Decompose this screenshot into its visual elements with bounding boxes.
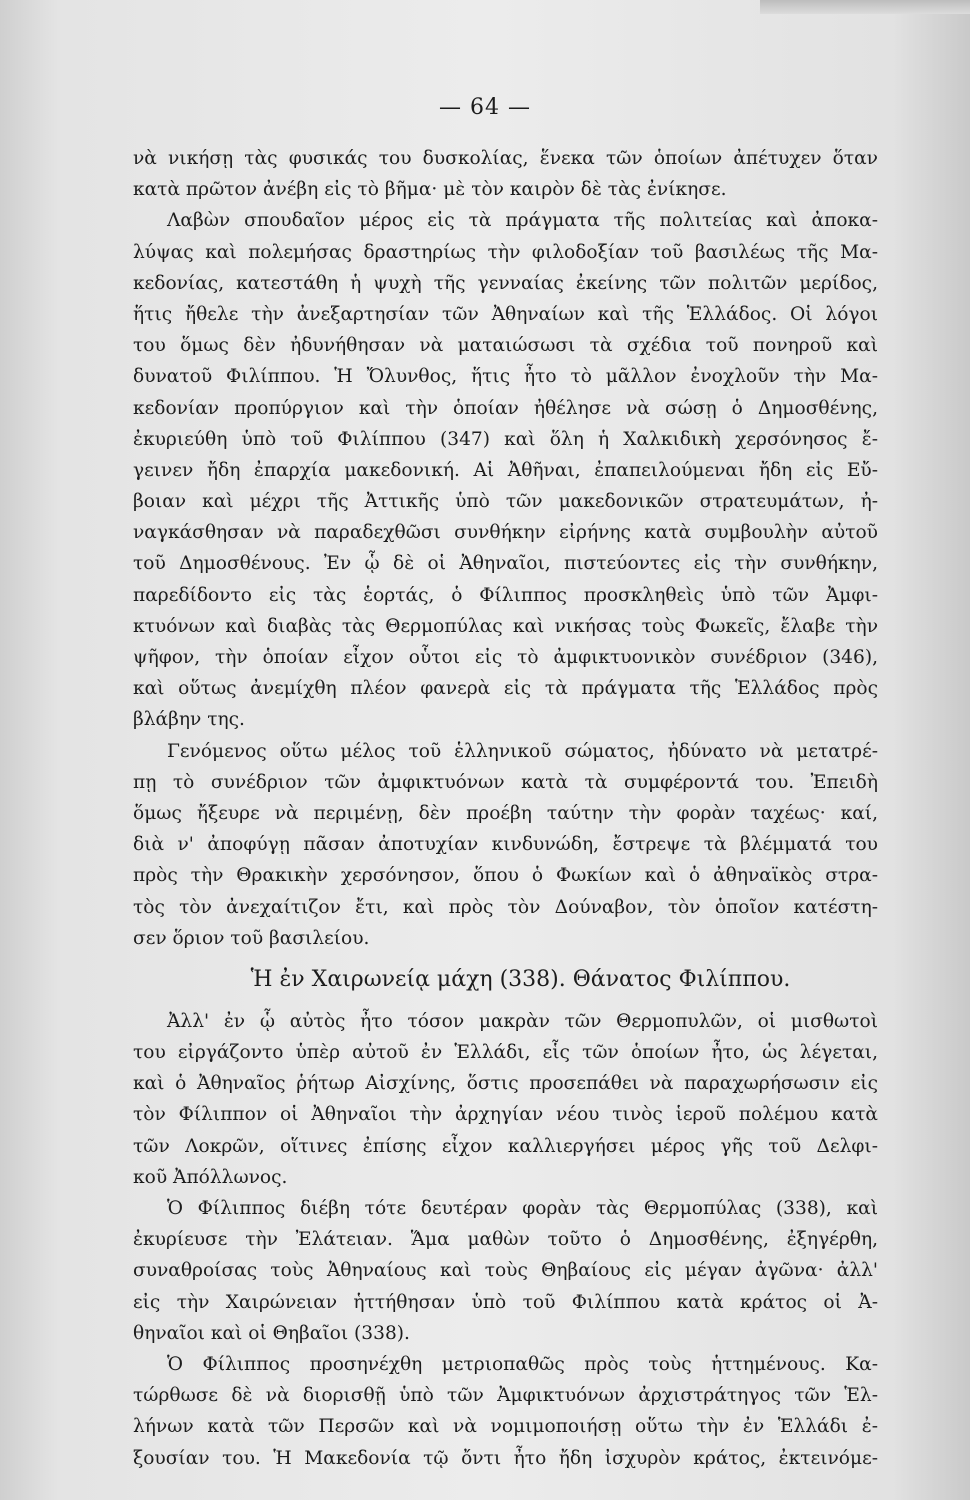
text-line: πῃ τὸ συνέδριον τῶν ἀμφικτυόνων κατὰ τὰ συμφέροντά του. Ἐπειδὴ	[133, 771, 878, 793]
text-line: καὶ ὁ Ἀθηναῖος ῥήτωρ Αἰσχίνης, ὅστις προσεπάθει νὰ παραχωρήσωσιν εἰς	[133, 1073, 878, 1095]
text-line: καὶ οὕτως ἀνεμίχθη πλέον φανερὰ εἰς τὰ πράγματα τῆς Ἑλλάδος πρὸς	[133, 678, 878, 700]
section-heading: Ἡ ἐν Χαιρωνείᾳ μάχη (338). Θάνατος Φιλίππου.	[250, 966, 791, 992]
text-line: ἥτις ἤθελε τὴν ἀνεξαρτησίαν τῶν Ἀθηναίων καὶ τῆς Ἑλλάδος. Οἱ λόγοι	[133, 303, 878, 325]
text-line: παρεδίδοντο εἰς τὰς ἑορτάς, ὁ Φίλιππος προσκληθεὶς ὑπὸ τῶν Ἀμφι-	[133, 584, 878, 606]
text-line: συναθροίσας τοὺς Ἀθηναίους καὶ τοὺς Θηβαίους εἰς μέγαν ἀγῶνα· ἀλλ'	[133, 1260, 878, 1282]
text-line: νὰ νικήσῃ τὰς φυσικάς του δυσκολίας, ἕνεκα τῶν ὁποίων ἀπέτυχεν ὅταν	[133, 148, 878, 169]
text-line: πρὸς τὴν Θρακικὴν χερσόνησον, ὅπου ὁ Φωκίων καὶ ὁ ἀθηναϊκὸς στρα-	[133, 865, 878, 887]
body-text	[133, 143, 878, 1474]
text-line: κατὰ πρῶτον ἀνέβη εἰς τὸ βῆμα· μὲ τὸν καιρὸν δὲ τὰς ἐνίκησε.	[133, 179, 727, 201]
text-line: ὅμως ἤξευρε νὰ περιμένῃ, δὲν προέβη ταύτην τὴν φορὰν ταχέως· καί,	[133, 802, 878, 824]
paragraph-start-line: Ἀλλ' ἐν ᾧ αὐτὸς ἦτο τόσον μακρὰν τῶν Θερμοπυλῶν, οἱ μισθωτοὶ	[167, 1010, 878, 1032]
paragraph-start-line: Γενόμενος οὕτω μέλος τοῦ ἑλληνικοῦ σώματος, ἠδύνατο νὰ μετατρέ-	[167, 740, 878, 762]
text-line: κεδονίας, κατεστάθη ἡ ψυχὴ τῆς γενναίας ἐκείνης τῶν πολιτῶν μερίδος,	[133, 272, 878, 294]
text-line: τὸς τὸν ἀνεχαίτιζον ἔτι, καὶ πρὸς τὸν Δούναβον, τὸν ὁποῖον κατέστη-	[133, 896, 878, 918]
text-line: σεν ὅριον τοῦ βασιλείου.	[133, 927, 370, 949]
paragraph-start-line: Λαβὼν σπουδαῖον μέρος εἰς τὰ πράγματα τῆς πολιτείας καὶ ἀποκα-	[167, 210, 878, 232]
text-line: θηναῖοι καὶ οἱ Θηβαῖοι (338).	[133, 1322, 410, 1344]
text-line: εἰς τὴν Χαιρώνειαν ἡττήθησαν ὑπὸ τοῦ Φιλίππου κατὰ κράτος οἱ Ἀ-	[133, 1291, 878, 1313]
text-line: ψῆφον, τὴν ὁποίαν εἶχον οὗτοι εἰς τὸ ἀμφικτυονικὸν συνέδριον (346),	[133, 647, 878, 668]
text-line: τὸν Φίλιππον οἱ Ἀθηναῖοι τὴν ἀρχηγίαν νέου τινὸς ἱεροῦ πολέμου κατὰ	[133, 1104, 878, 1126]
text-line: διὰ ν' ἀποφύγῃ πᾶσαν ἀποτυχίαν κινδυνώδη, ἔστρεψε τὰ βλέμματά του	[133, 834, 878, 856]
text-line: ναγκάσθησαν νὰ παραδεχθῶσι συνθήκην εἰρήνης κατὰ συμβουλὴν αὐτοῦ	[133, 522, 878, 544]
page-number: — 64 —	[439, 95, 531, 120]
text-line: βοιαν καὶ μέχρι τῆς Ἀττικῆς ὑπὸ τῶν μακεδονικῶν στρατευμάτων, ἠ-	[133, 491, 878, 513]
text-line: ἐκυριεύθη ὑπὸ τοῦ Φιλίππου (347) καὶ ὅλη ἡ Χαλκιδικὴ χερσόνησος ἔ-	[133, 428, 878, 450]
text-line: του ὅμως δὲν ἠδυνήθησαν νὰ ματαιώσωσι τὰ σχέδια τοῦ πονηροῦ καὶ	[133, 335, 878, 357]
text-line: ξουσίαν του. Ἡ Μακεδονία τῷ ὄντι ἦτο ἤδη ἰσχυρὸν κράτος, ἐκτεινόμε-	[133, 1447, 878, 1469]
text-line: τῶν Λοκρῶν, οἵτινες ἐπίσης εἶχον καλλιεργήσει μέρος γῆς τοῦ Δελφι-	[133, 1135, 878, 1157]
text-line: λήνων κατὰ τῶν Περσῶν καὶ νὰ νομιμοποιήσῃ οὕτω τὴν ἐν Ἑλλάδι ἐ-	[133, 1416, 878, 1438]
text-line: τοῦ Δημοσθένους. Ἐν ᾧ δὲ οἱ Ἀθηναῖοι, πιστεύοντες εἰς τὴν συνθήκην,	[133, 553, 878, 575]
text-line: λύψας καὶ πολεμήσας δραστηρίως τὴν φιλοδοξίαν τοῦ βασιλέως τῆς Μα-	[133, 241, 878, 263]
text-line: του εἰργάζοντο ὑπὲρ αὐτοῦ ἐν Ἑλλάδι, εἷς τῶν ὁποίων ἦτο, ὡς λέγεται,	[133, 1042, 878, 1064]
text-line: γεινεν ἤδη ἐπαρχία μακεδονική. Αἱ Ἀθῆναι, ἐπαπειλούμεναι ἤδη εἰς Εὔ-	[133, 459, 878, 481]
text-line: βλάβην της.	[133, 709, 245, 731]
page-edge	[760, 0, 970, 14]
text-line: κεδονίαν προπύργιον καὶ τὴν ὁποίαν ἠθέλησε νὰ σώσῃ ὁ Δημοσθένης,	[133, 397, 878, 419]
text-line: τώρθωσε δὲ νὰ διορισθῇ ὑπὸ τῶν Ἀμφικτυόνων ἀρχιστράτηγος τῶν Ἑλ-	[133, 1385, 878, 1407]
text-line: κτυόνων καὶ διαβὰς τὰς Θερμοπύλας καὶ νικήσας τοὺς Φωκεῖς, ἔλαβε τὴν	[133, 615, 878, 637]
text-line: ἐκυρίευσε τὴν Ἐλάτειαν. Ἅμα μαθὼν τοῦτο ὁ Δημοσθένης, ἐξηγέρθη,	[133, 1229, 878, 1251]
paragraph-start-line: Ὁ Φίλιππος προσηνέχθη μετριοπαθῶς πρὸς τοὺς ἡττημένους. Κα-	[167, 1353, 878, 1375]
text-line: δυνατοῦ Φιλίππου. Ἡ Ὄλυνθος, ἥτις ἦτο τὸ μᾶλλον ἐνοχλοῦν τὴν Μα-	[133, 366, 878, 388]
text-line: κοῦ Ἀπόλλωνος.	[133, 1166, 288, 1188]
paragraph-start-line: Ὁ Φίλιππος διέβη τότε δευτέραν φορὰν τὰς Θερμοπύλας (338), καὶ	[167, 1198, 878, 1219]
